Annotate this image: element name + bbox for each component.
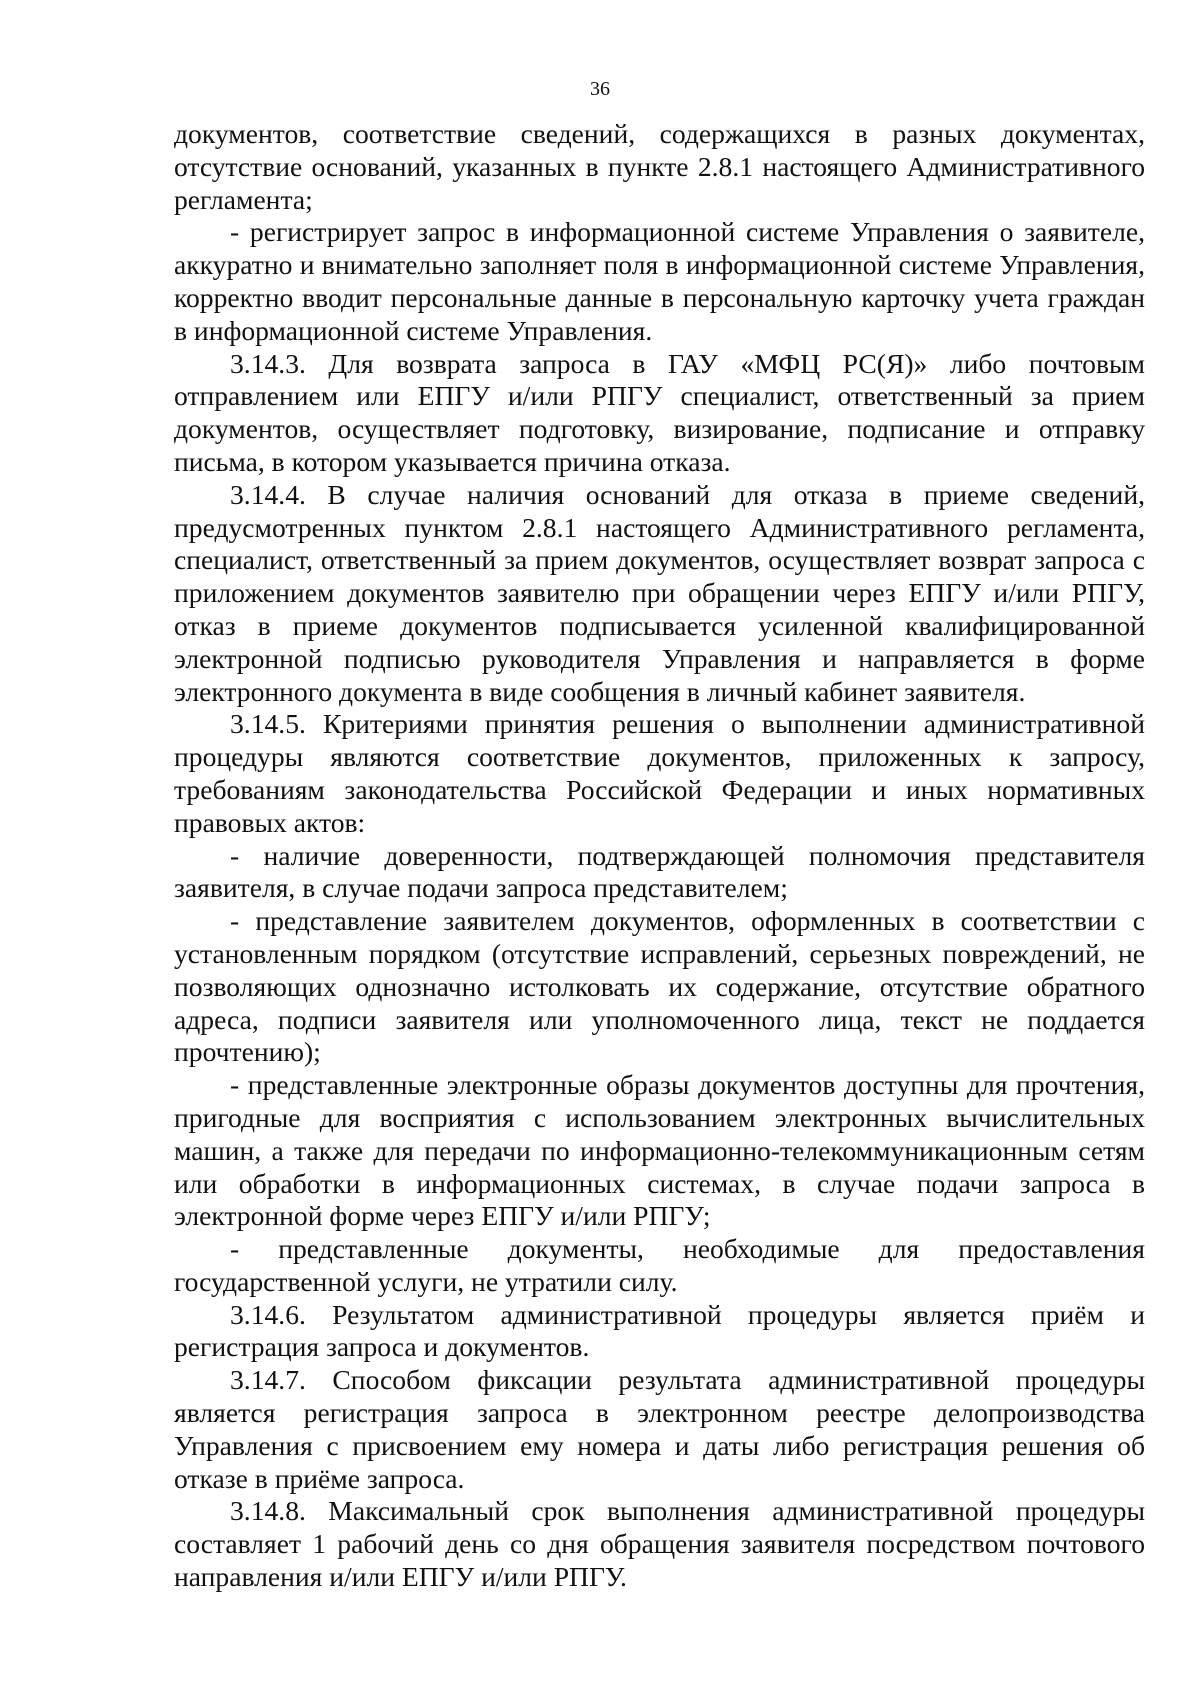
paragraph-3-14-3: 3.14.3. Для возврата запроса в ГАУ «МФЦ РС(Я)» либо почтовым отправлением или ЕПГУ и/или РПГУ специалист, ответственный за прием документов, осуществляет подготовку, визирование, подписание и отправку письма, в котором указывается причина отказа. [174, 347, 1145, 477]
paragraph-3-14-4: 3.14.4. В случае наличия оснований для отказа в приеме сведений, предусмотренных пунктом 2.8.1 настоящего Административного регламента, специалист, ответственный за прием документов, осуществляет возврат запроса с приложением документов заявителю при обращении через ЕПГУ и/или РПГУ, отказ в приеме документов подписывается усиленной квалифицированной электронной подписью руководителя Управления и направляется в форме электронного документа в виде сообщения в личный кабинет заявителя. [174, 478, 1145, 707]
paragraph-documents-valid: - представленные документы, необходимые для предоставления государственной услуги, не утратили силу. [174, 1233, 1145, 1297]
paragraph-documents-order: - представление заявителем документов, оформленных в соответствии с установленным порядком (отсутствие исправлений, серьезных повреждений, не позволяющих однозначно истолковать их содержание, отсутствие обратного адреса, подписи заявителя или уполномоченного лица, текст не поддается прочтению); [174, 905, 1145, 1068]
page-number: 36 [590, 78, 610, 100]
document-body [174, 118, 1145, 1594]
paragraph-3-14-8: 3.14.8. Максимальный срок выполнения административной процедуры составляет 1 рабочий день со дня обращения заявителя посредством почтового направления и/или ЕПГУ и/или РПГУ. [174, 1495, 1145, 1593]
paragraph-3-14-5: 3.14.5. Критериями принятия решения о выполнении административной процедуры являются соответствие документов, приложенных к запросу, требованиям законодательства Российской Федерации и иных нормативных правовых актов: [174, 708, 1145, 838]
paragraph-registration: - регистрирует запрос в информационной системе Управления о заявителе, аккуратно и внимательно заполняет поля в информационной системе Управления, корректно вводит персональные данные в персональную карточку учета граждан в информационной системе Управления. [174, 216, 1145, 346]
paragraph-3-14-7: 3.14.7. Способом фиксации результата административной процедуры является регистрация запроса в электронном реестре делопроизводства Управления с присвоением ему номера и даты либо регистрация решения об отказе в приёме запроса. [174, 1364, 1145, 1494]
paragraph-3-14-6: 3.14.6. Результатом административной процедуры является приём и регистрация запроса и документов. [174, 1298, 1145, 1363]
paragraph-continuation: документов, соответствие сведений, содержащихся в разных документах, отсутствие оснований, указанных в пункте 2.8.1 настоящего Административного регламента; [174, 118, 1145, 215]
paragraph-electronic-images: - представленные электронные образы документов доступны для прочтения, пригодные для восприятия с использованием электронных вычислительных машин, а также для передачи по информационно-телекоммуникационным сетям или обработки в информационных системах, в случае подачи запроса в электронной форме через ЕПГУ и/или РПГУ; [174, 1069, 1145, 1232]
paragraph-power-of-attorney: - наличие доверенности, подтверждающей полномочия представителя заявителя, в случае подачи запроса представителем; [174, 839, 1145, 904]
